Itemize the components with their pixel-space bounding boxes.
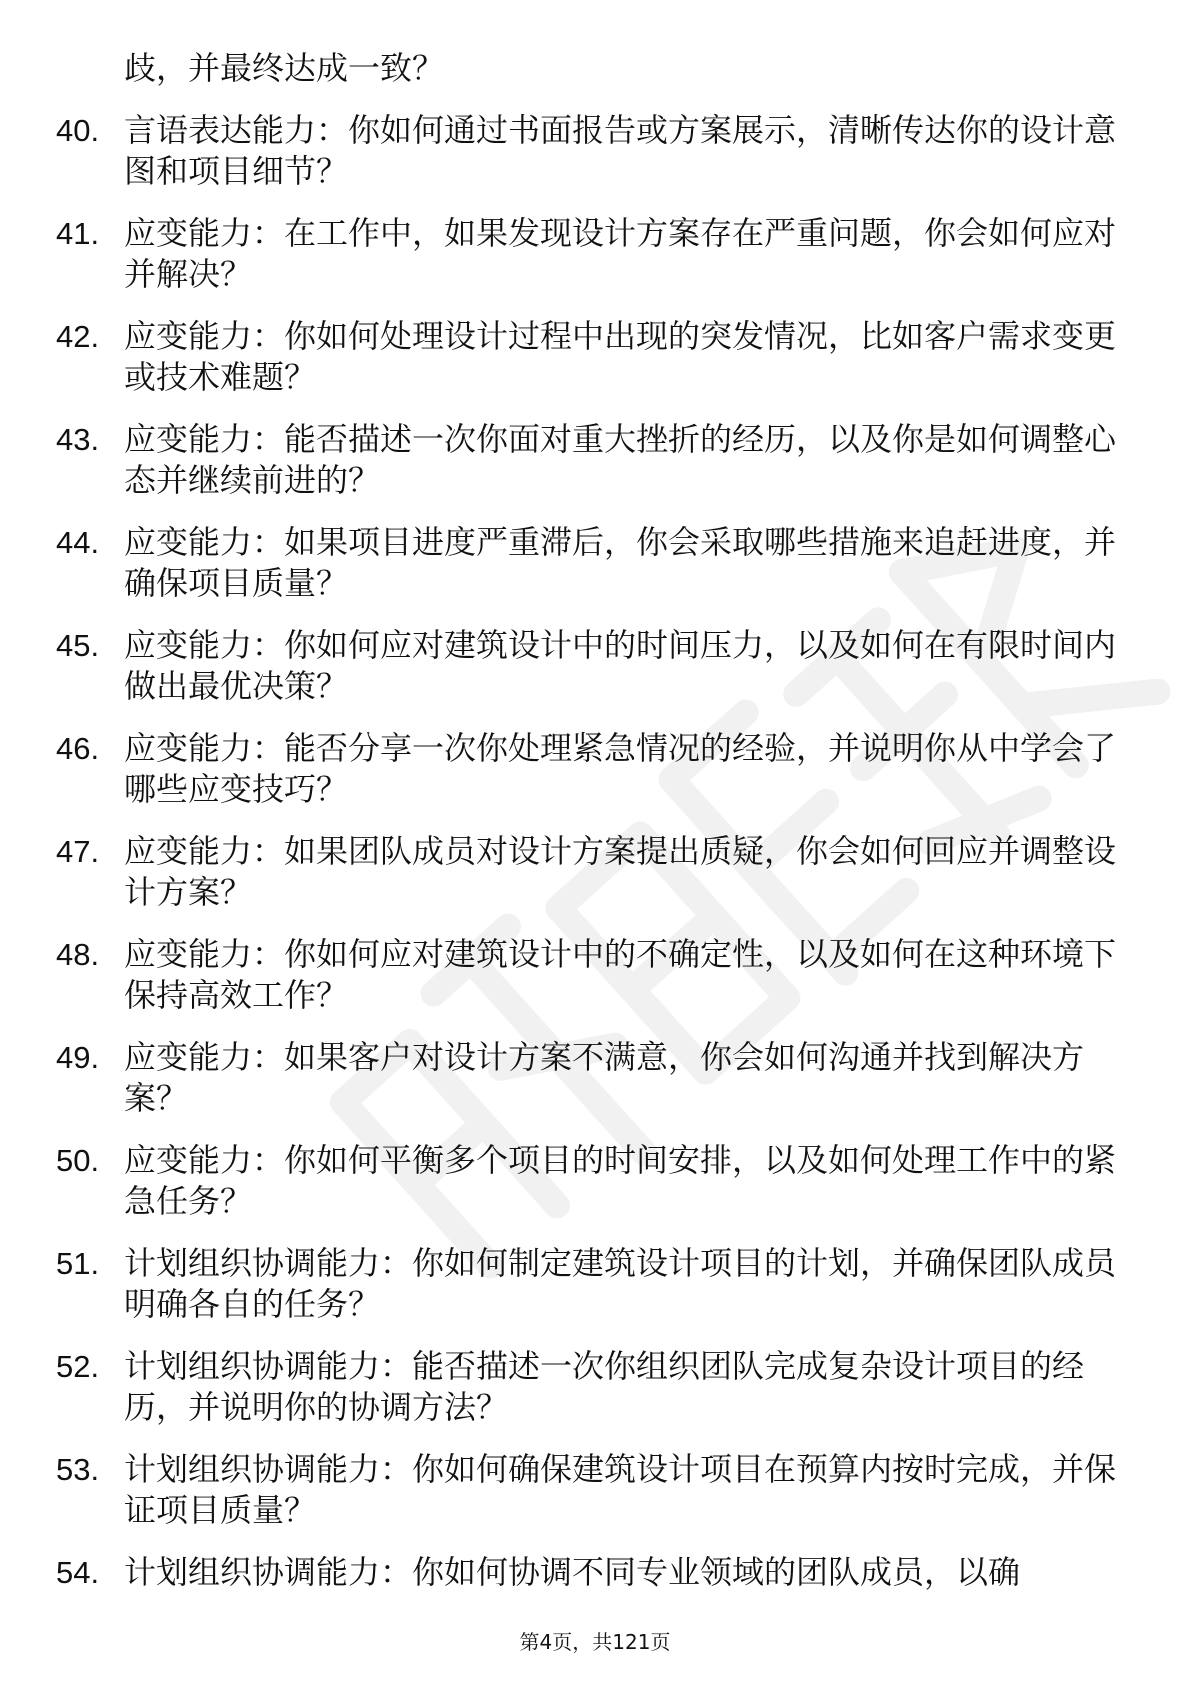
item-text: 应变能力：如果项目进度严重滞后，你会采取哪些措施来追赶进度，并确保项目质量？ — [124, 523, 1117, 602]
item-number: 44. — [56, 525, 100, 560]
list-item — [56, 1243, 1116, 1325]
item-text: 应变能力：能否分享一次你处理紧急情况的经验，并说明你从中学会了哪些应变技巧？ — [124, 729, 1117, 808]
item-text: 言语表达能力：你如何通过书面报告或方案展示，清晰传达你的设计意图和项目细节？ — [124, 111, 1117, 190]
item-number: 41. — [56, 216, 100, 251]
item-text: 应变能力：在工作中，如果发现设计方案存在严重问题，你会如何应对并解决？ — [124, 214, 1117, 293]
list-item — [56, 48, 1116, 89]
list-item — [56, 213, 1116, 295]
item-number: 53. — [56, 1452, 100, 1487]
item-number: 50. — [56, 1143, 100, 1178]
list-item — [56, 1140, 1116, 1222]
item-number: 43. — [56, 422, 100, 457]
item-text: 计划组织协调能力：你如何确保建筑设计项目在预算内按时完成，并保证项目质量？ — [124, 1450, 1117, 1529]
item-text: 应变能力：如果客户对设计方案不满意，你会如何沟通并找到解决方案？ — [124, 1038, 1085, 1117]
list-item — [56, 1552, 1116, 1593]
item-text: 计划组织协调能力：你如何协调不同专业领域的团队成员，以确 — [124, 1553, 1021, 1591]
item-text: 应变能力：能否描述一次你面对重大挫折的经历，以及你是如何调整心态并继续前进的？ — [124, 420, 1117, 499]
item-text: 应变能力：你如何平衡多个项目的时间安排，以及如何处理工作中的紧急任务？ — [124, 1141, 1117, 1220]
item-number: 45. — [56, 628, 100, 663]
page-footer — [0, 1626, 1190, 1655]
item-text: 应变能力：你如何处理设计过程中出现的突发情况，比如客户需求变更或技术难题？ — [124, 317, 1117, 396]
list-item — [56, 110, 1116, 192]
item-text: 计划组织协调能力：你如何制定建筑设计项目的计划，并确保团队成员明确各自的任务？ — [124, 1244, 1117, 1323]
list-item — [56, 1346, 1116, 1428]
item-number: 49. — [56, 1040, 100, 1075]
list-item — [56, 522, 1116, 604]
item-number: 54. — [56, 1555, 100, 1590]
item-number: 46. — [56, 731, 100, 766]
list-item — [56, 831, 1116, 913]
question-list — [56, 48, 1116, 1614]
list-item — [56, 1449, 1116, 1531]
item-number: 40. — [56, 113, 100, 148]
page-number-label: 第4页，共121页 — [519, 1630, 671, 1654]
item-text: 应变能力：如果团队成员对设计方案提出质疑，你会如何回应并调整设计方案？ — [124, 832, 1117, 911]
item-number: 51. — [56, 1246, 100, 1281]
item-text: 计划组织协调能力：能否描述一次你组织团队完成复杂设计项目的经历，并说明你的协调方法？ — [124, 1347, 1085, 1426]
item-text: 歧，并最终达成一致？ — [124, 49, 445, 87]
item-number: 47. — [56, 834, 100, 869]
item-number: 48. — [56, 937, 100, 972]
item-number: 52. — [56, 1349, 100, 1384]
list-item — [56, 419, 1116, 501]
list-item — [56, 728, 1116, 810]
list-item — [56, 934, 1116, 1016]
list-item — [56, 625, 1116, 707]
item-text: 应变能力：你如何应对建筑设计中的不确定性，以及如何在这种环境下保持高效工作？ — [124, 935, 1117, 1014]
item-text: 应变能力：你如何应对建筑设计中的时间压力，以及如何在有限时间内做出最优决策？ — [124, 626, 1117, 705]
list-item — [56, 316, 1116, 398]
list-item — [56, 1037, 1116, 1119]
item-number: 42. — [56, 319, 100, 354]
